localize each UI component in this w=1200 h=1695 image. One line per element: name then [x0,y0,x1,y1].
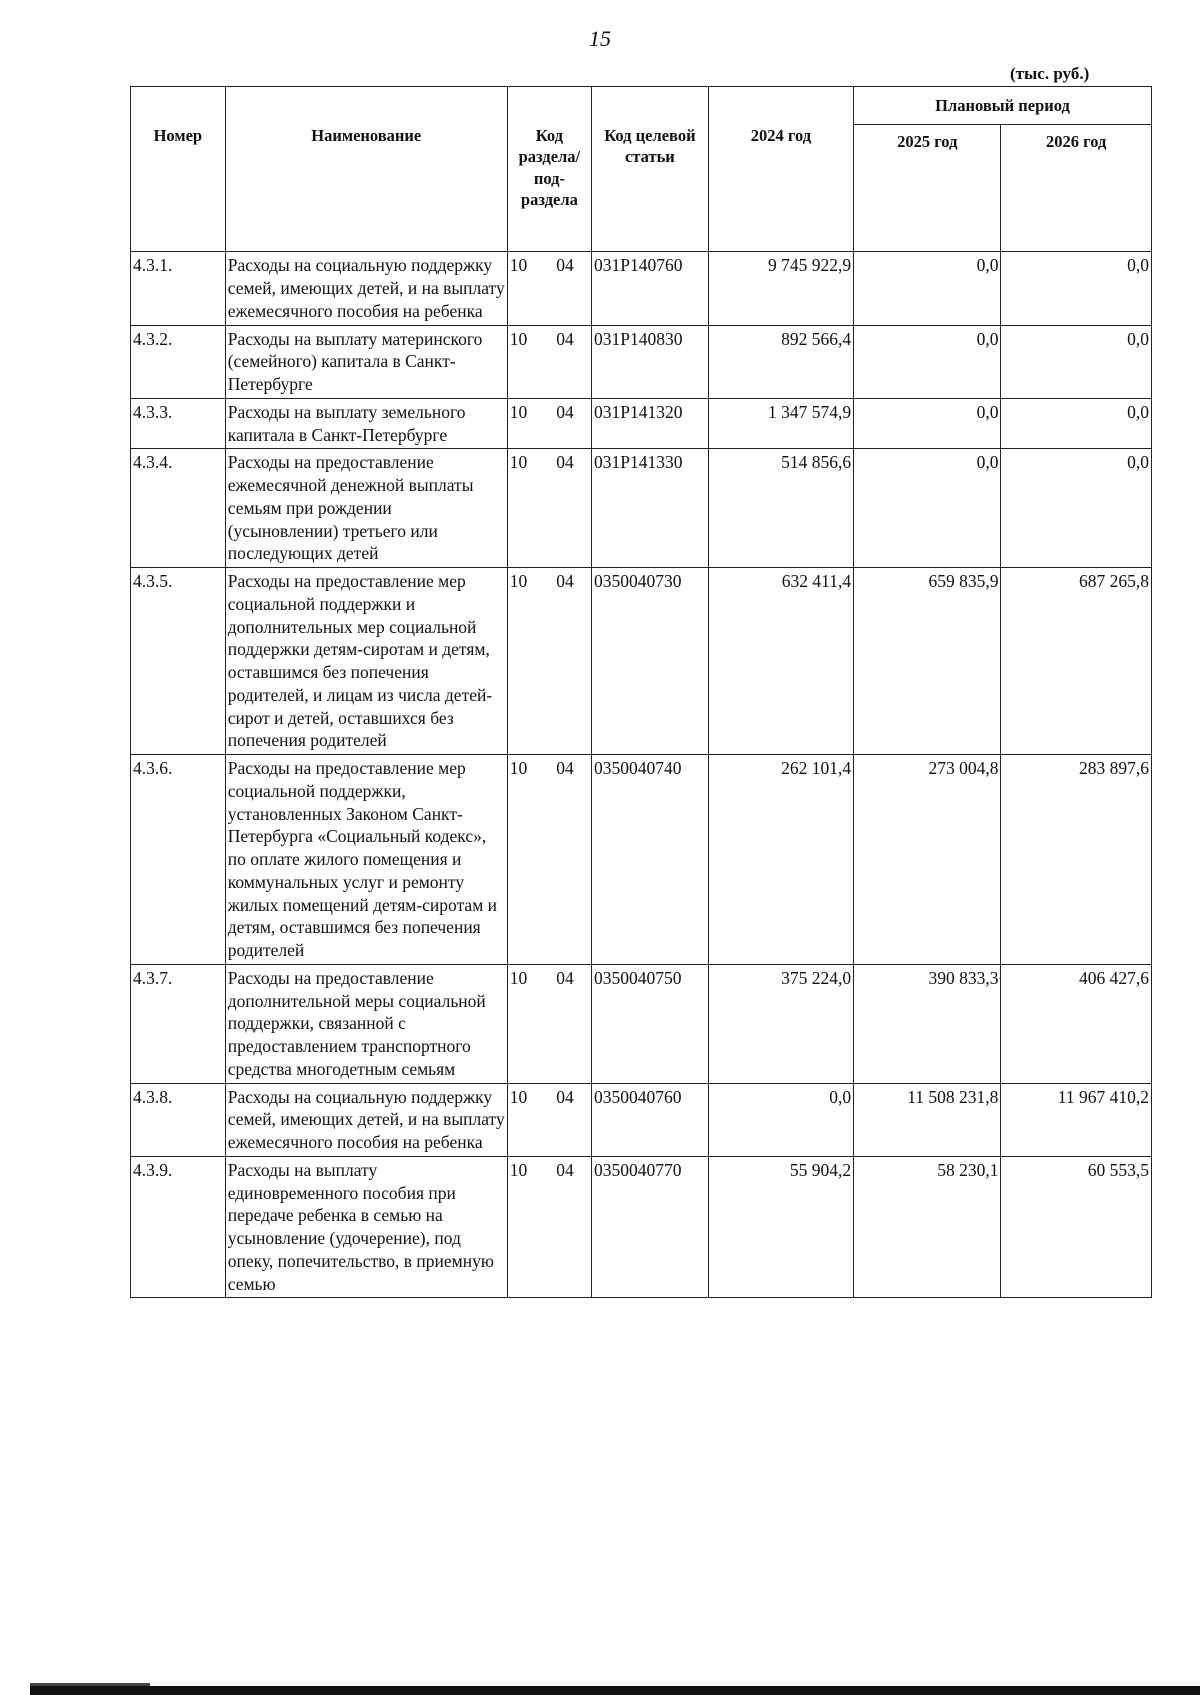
table-header [131,87,1152,252]
row-target-code: 0350040730 [592,568,709,755]
table-row [131,252,1152,325]
row-amount-2024: 514 856,6 [708,449,853,568]
row-section: 10 [509,328,528,349]
row-subsection: 04 [556,255,574,276]
budget-table [130,86,1152,1298]
row-number: 4.3.1. [131,252,226,325]
row-amount-2024: 1 347 574,9 [708,398,853,449]
table-row [131,449,1152,568]
row-amount-2024: 632 411,4 [708,568,853,755]
row-target-code: 031P140830 [592,325,709,398]
row-target-code: 0350040760 [592,1083,709,1156]
table-row [131,398,1152,449]
row-name: Расходы на выплату единовременного пособия при передаче ребенка в семью на усыновление (удочерение), под опеку, попечительство, в приемную семью [225,1156,507,1298]
table-row [131,964,1152,1083]
row-amount-2024: 892 566,4 [708,325,853,398]
row-name: Расходы на предоставление ежемесячной денежной выплаты семьям при рождении (усыновлении) третьего или последующих детей [225,449,507,568]
row-section: 10 [509,571,528,592]
row-section-code [507,755,591,965]
row-section: 10 [509,967,528,988]
row-name: Расходы на предоставление мер социальной поддержки, установленных Законом Санкт-Петербурга «Социальный кодекс», по оплате жилого помещения и коммунальных услуг и ремонту жилых помещений детям-сиротам и детям, оставшимся без попечения родителей [225,755,507,965]
header-number: Номер [131,87,226,252]
row-target-code: 0350040750 [592,964,709,1083]
row-amount-2026: 11 967 410,2 [1001,1083,1152,1156]
row-section-code [507,398,591,449]
row-amount-2026: 406 427,6 [1001,964,1152,1083]
row-amount-2025: 390 833,3 [854,964,1001,1083]
table-row [131,325,1152,398]
table-row [131,568,1152,755]
row-target-code: 0350040740 [592,755,709,965]
row-number: 4.3.3. [131,398,226,449]
row-section-code [507,449,591,568]
row-number: 4.3.5. [131,568,226,755]
row-name: Расходы на предоставление дополнительной меры социальной поддержки, связанной с предоставлением транспортного средства многодетным семьям [225,964,507,1083]
page-number: 15 [589,26,611,51]
row-subsection: 04 [556,967,574,988]
row-subsection: 04 [556,571,574,592]
row-section: 10 [509,401,528,422]
row-number: 4.3.8. [131,1083,226,1156]
header-section-code: Код раздела/ под- раздела [507,87,591,252]
row-amount-2025: 273 004,8 [854,755,1001,965]
row-target-code: 031P141320 [592,398,709,449]
row-subsection: 04 [556,758,574,779]
row-section: 10 [509,452,528,473]
row-amount-2026: 687 265,8 [1001,568,1152,755]
row-amount-2026: 0,0 [1001,398,1152,449]
row-amount-2025: 11 508 231,8 [854,1083,1001,1156]
unit-note: (тыс. руб.) [1010,64,1090,83]
row-number: 4.3.6. [131,755,226,965]
row-amount-2026: 0,0 [1001,325,1152,398]
row-section: 10 [509,1159,528,1180]
scan-bottom-edge [30,1686,1200,1695]
row-subsection: 04 [556,1159,574,1180]
row-number: 4.3.7. [131,964,226,1083]
row-target-code: 0350040770 [592,1156,709,1298]
row-number: 4.3.4. [131,449,226,568]
header-planning-period: Плановый период [854,87,1152,125]
row-name: Расходы на социальную поддержку семей, имеющих детей, и на выплату ежемесячного пособия на ребенка [225,252,507,325]
header-year-2026: 2026 год [1001,125,1152,252]
header-year-2024: 2024 год [708,87,853,252]
row-amount-2026: 60 553,5 [1001,1156,1152,1298]
row-amount-2025: 0,0 [854,398,1001,449]
row-number: 4.3.2. [131,325,226,398]
row-amount-2025: 0,0 [854,449,1001,568]
row-amount-2026: 0,0 [1001,449,1152,568]
row-section-code [507,568,591,755]
row-name: Расходы на выплату материнского (семейного) капитала в Санкт-Петербурге [225,325,507,398]
row-amount-2024: 9 745 922,9 [708,252,853,325]
row-amount-2024: 0,0 [708,1083,853,1156]
row-amount-2024: 375 224,0 [708,964,853,1083]
row-subsection: 04 [556,1086,574,1107]
row-amount-2024: 262 101,4 [708,755,853,965]
row-section-code [507,252,591,325]
table-row [131,1156,1152,1298]
row-section-code [507,1156,591,1298]
row-target-code: 031P140760 [592,252,709,325]
row-section-code [507,1083,591,1156]
row-number: 4.3.9. [131,1156,226,1298]
row-section: 10 [509,1086,528,1107]
row-name: Расходы на предоставление мер социальной поддержки и дополнительных мер социальной поддержки детям-сиротам и детям, оставшимся без попечения родителей, и лицам из числа детей-сирот и детей, оставшихся без попечения родителей [225,568,507,755]
row-target-code: 031P141330 [592,449,709,568]
row-section-code [507,325,591,398]
row-name: Расходы на социальную поддержку семей, имеющих детей, и на выплату ежемесячного пособия на ребенка [225,1083,507,1156]
row-amount-2025: 0,0 [854,325,1001,398]
row-amount-2025: 0,0 [854,252,1001,325]
header-target-code: Код целевой статьи [592,87,709,252]
header-year-2025: 2025 год [854,125,1001,252]
row-name: Расходы на выплату земельного капитала в Санкт-Петербурге [225,398,507,449]
row-section-code [507,964,591,1083]
row-subsection: 04 [556,328,574,349]
row-subsection: 04 [556,452,574,473]
row-subsection: 04 [556,401,574,422]
table-row [131,755,1152,965]
table-body [131,252,1152,1298]
header-name: Наименование [225,87,507,252]
row-amount-2025: 659 835,9 [854,568,1001,755]
table-row [131,1083,1152,1156]
row-section: 10 [509,255,528,276]
row-amount-2026: 0,0 [1001,252,1152,325]
row-amount-2024: 55 904,2 [708,1156,853,1298]
row-amount-2025: 58 230,1 [854,1156,1001,1298]
row-section: 10 [509,758,528,779]
row-amount-2026: 283 897,6 [1001,755,1152,965]
